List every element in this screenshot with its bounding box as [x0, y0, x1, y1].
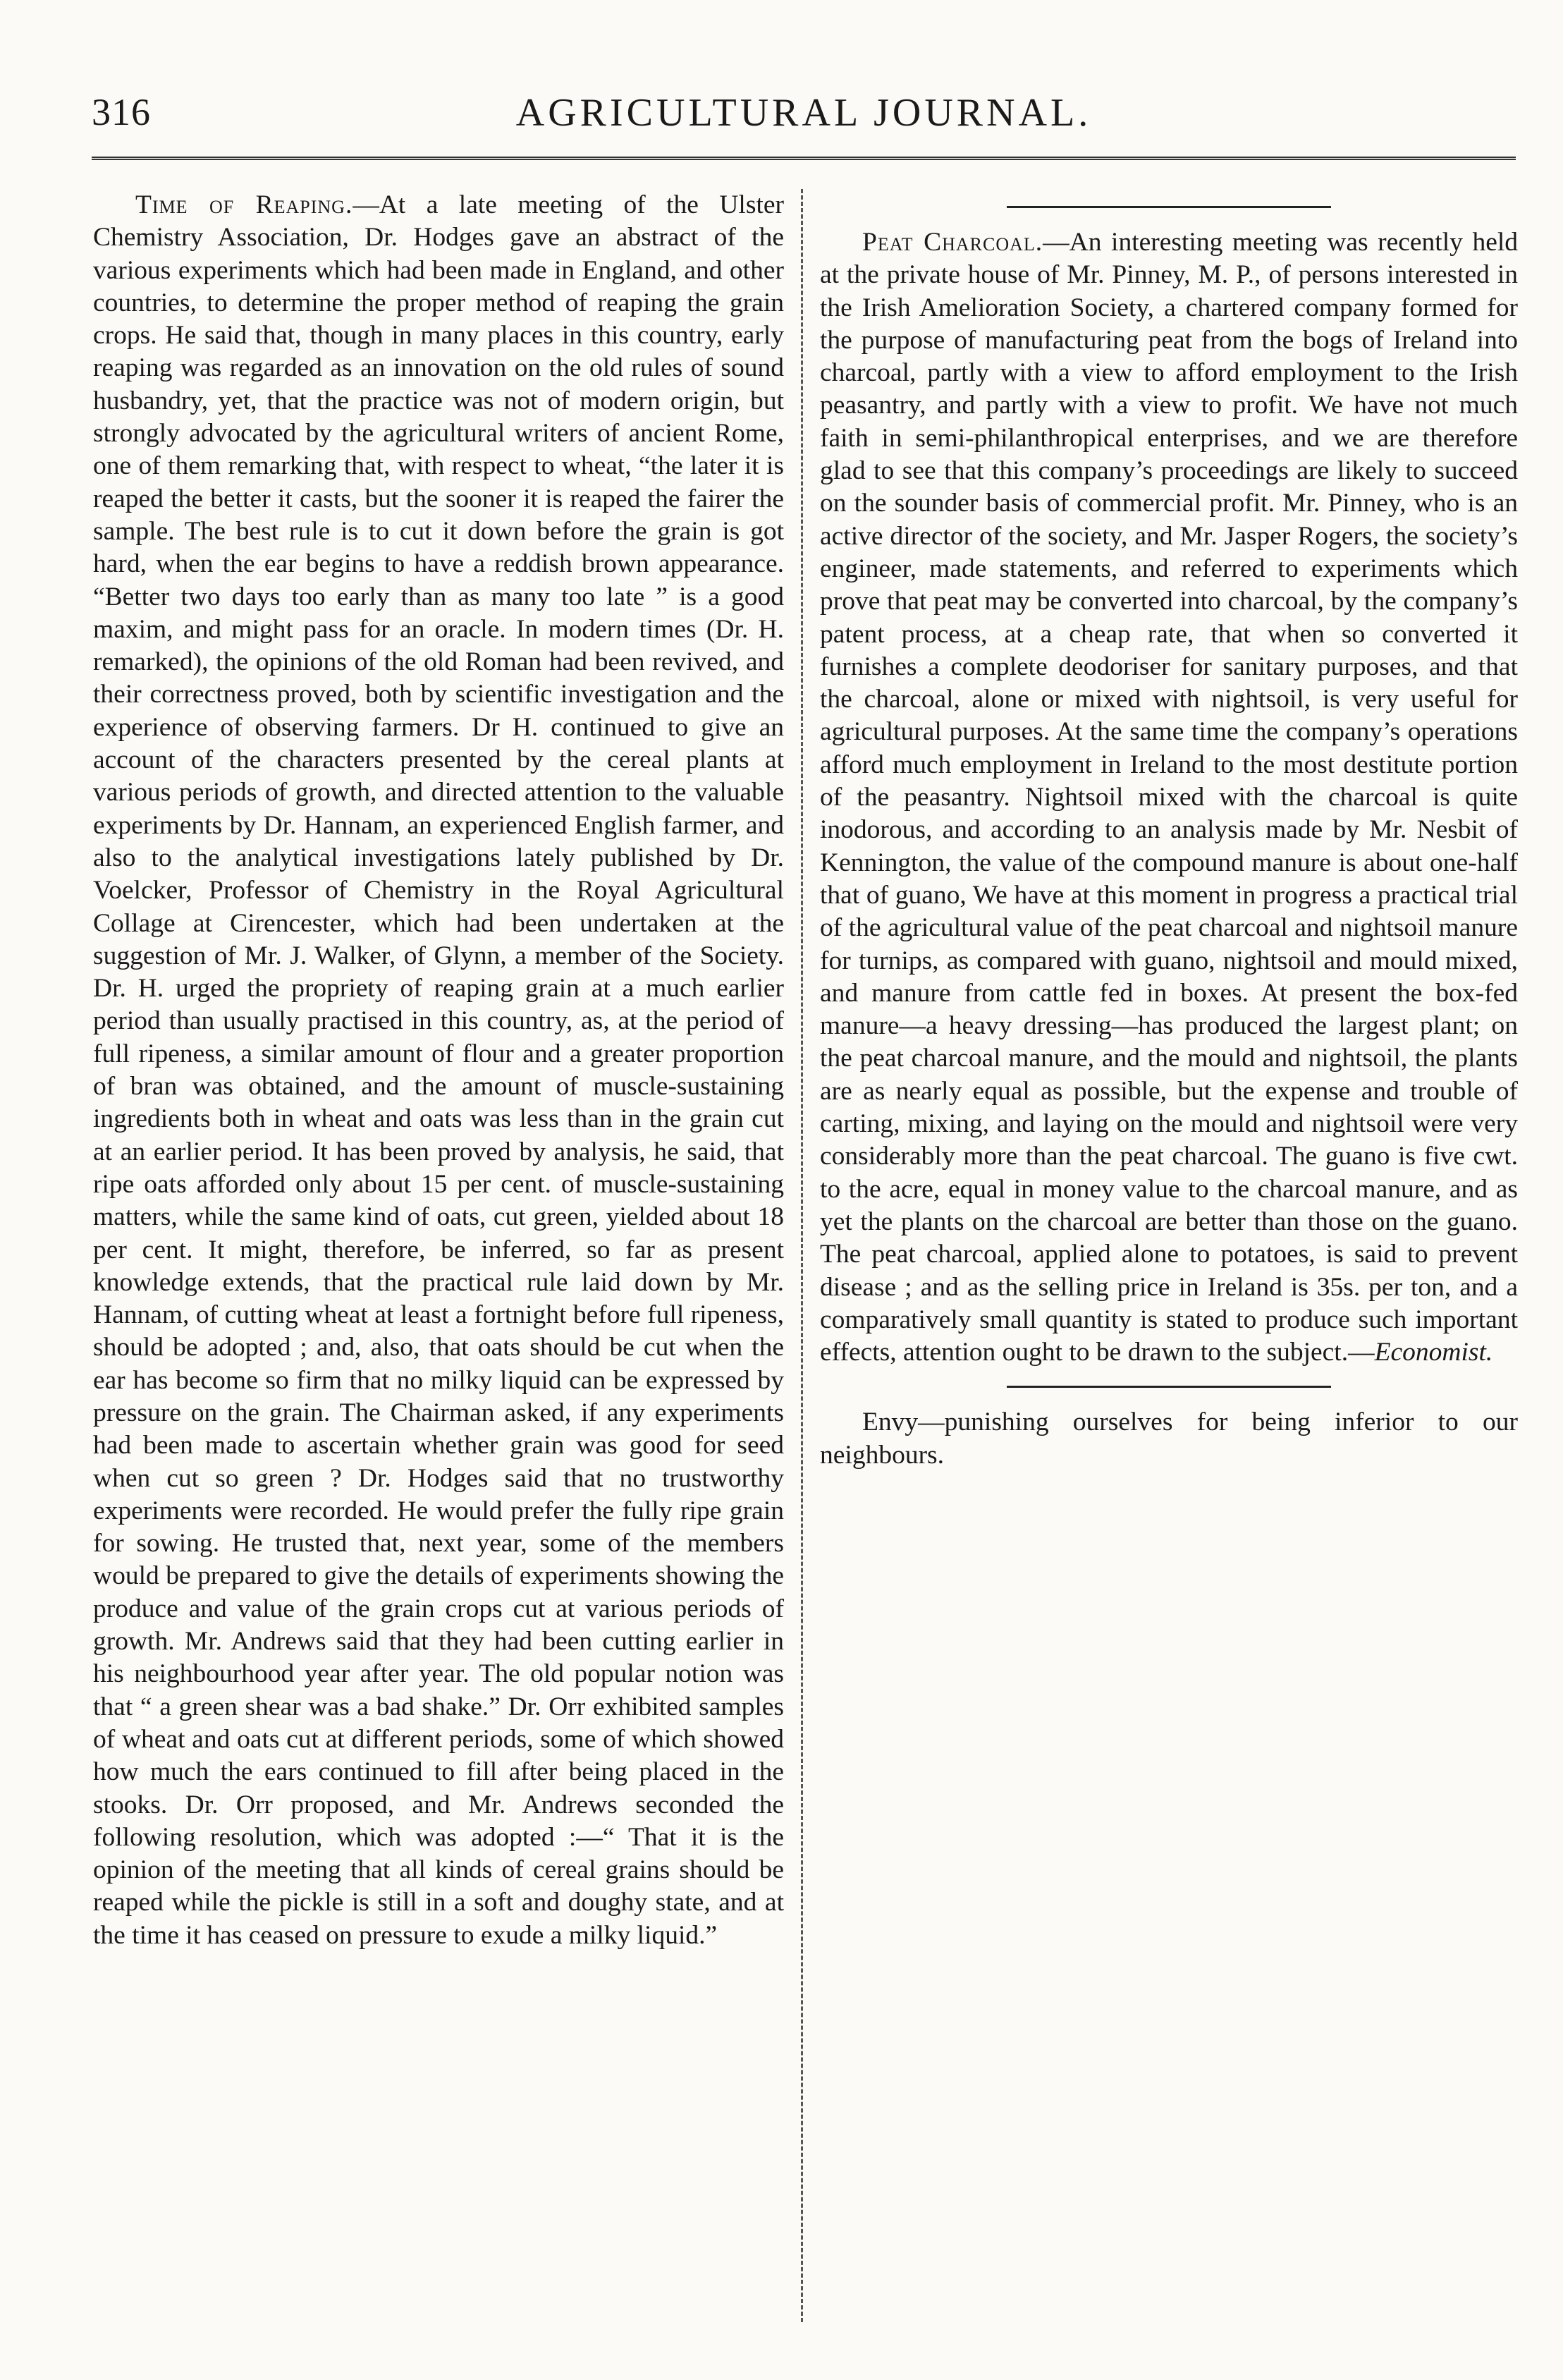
article-heading: Peat Charcoal.: [862, 228, 1043, 257]
header-rule: [92, 157, 1516, 160]
article-source: Economist.: [1374, 1338, 1493, 1367]
section-rule: [1007, 206, 1331, 208]
page-header: [92, 90, 1516, 154]
article-body: —At a late meeting of the Ulster Chemistry Association, Dr. Hodges gave an abstract of the various experiments which had been made in England, and other countries, to determine the proper method of reaping the grain crops. He said that, though in many places in this country, early reaping was regarded as an innovation on the old rules of sound husbandry, yet, that the practice was not of modern origin, but strongly advocated by the agricultural writers of ancient Rome, one of them remarking that, with respect to wheat, “the later it is reaped the better it casts, but the sooner it is reaped the fairer the sample. The best rule is to cut it down before the grain is got hard, when the ear begins to have a reddish brown appearance. “Better two days too early than as many too late ” is a good maxim, and might pass for an oracle. In modern times (Dr. H. remarked), the opinions of the old Roman had been revived, and their correctness proved, both by scientific investigation and the experience of observing farmers. Dr H. continued to give an account of the characters presented by the cereal plants at various periods of growth, and directed attention to the valuable experiments by Dr. Hannam, an experienced English farmer, and also to the analytical investigations lately published by Dr. Voelcker, Professor of Chemistry in the Royal Agricultural Collage at Cirencester, which had been undertaken at the suggestion of Mr. J. Walker, of Glynn, a member of the Society. Dr. H. urged the propriety of reaping grain at a much earlier period than usually practised in this country, as, at the period of full ripeness, a similar amount of flour and a greater proportion of bran was obtained, and the amount of muscle-sustaining ingredients both in wheat and oats was less than in the grain cut at an earlier period. It has been proved by analysis, he said, that ripe oats afforded only about 15 per cent. of muscle-sustaining matters, while the same kind of oats, cut green, yielded about 18 per cent. It might, therefore, be inferred, so far as present knowledge extends, that the practical rule laid down by Mr. Hannam, of cutting wheat at least a fortnight before full ripeness, should be adopted ; and, also, that oats should be cut when the ear has become so firm that no milky liquid can be expressed by pressure on the grain. The Chairman asked, if any experiments had been made to ascertain whether grain was good for seed when cut so green ? Dr. Hodges said that no trustworthy experiments were recorded. He would prefer the fully ripe grain for sowing. He trusted that, next year, some of the members would be prepared to give the details of experiments showing the produce and value of the grain crops cut at various periods of growth. Mr. Andrews said that they had been cutting earlier in his neighbourhood year after year. The old popular notion was that “ a green shear was a bad shake.” Dr. Orr exhibited samples of wheat and oats cut at different periods, some of which showed how much the ears continued to fill after being placed in the stooks. Dr. Orr proposed, and Mr. Andrews seconded the following resolution, which was adopted :—“ That it is the opinion of the meeting that all kinds of cereal grains should be reaped while the pickle is still in a soft and doughy state, and at the time it has ceased on pressure to exude a milky liquid.”: [93, 190, 784, 1950]
right-column: [820, 189, 1518, 1472]
journal-title: AGRICULTURAL JOURNAL.: [515, 91, 1092, 135]
article-time-of-reaping: [93, 189, 784, 1952]
article-peat-charcoal: [820, 226, 1518, 1369]
article-body: —An interesting meeting was recently held at the private house of Mr. Pinney, M. P., of persons interested in the Irish Amelioration Society, a chartered company formed for the purpose of manufacturing peat from the bogs of Ireland into charcoal, partly with a view to afford employment to the Irish peasantry, and partly with a view to profit. We have not much faith in semi-philanthropical enterprises, and we are therefore glad to see that this company’s proceedings are likely to succeed on the sounder basis of commercial profit. Mr. Pinney, who is an active director of the society, and Mr. Jasper Rogers, the society’s engineer, made statements, and referred to experiments which prove that peat may be converted into charcoal, by the company’s patent process, at a cheap rate, that when so converted it furnishes a complete deodoriser for sanitary purposes, and that the charcoal, alone or mixed with nightsoil, is very useful for agricultural purposes. At the same time the company’s operations afford much employment in Ireland to the most destitute portion of the peasantry. Nightsoil mixed with the charcoal is quite inodorous, and according to an analysis made by Mr. Nesbit of Kennington, the value of the compound manure is about one-half that of guano, We have at this moment in progress a practical trial of the agricultural value of the peat charcoal and nightsoil manure for turnips, as compared with guano, nightsoil and mould mixed, and manure from cattle fed in boxes. At present the box-fed manure—a heavy dressing—has produced the largest plant; on the peat charcoal manure, and the mould and nightsoil, the plants are as nearly equal as possible, but the expense and trouble of carting, mixing, and laying on the mould and nightsoil were very considerably more than the peat charcoal. The guano is five cwt. to the acre, equal in money value to the charcoal manure, and as yet the plants on the charcoal are better than those on the guano. The peat charcoal, applied alone to potatoes, is said to prevent disease ; and as the selling price in Ireland is 35s. per ton, and a comparatively small quantity is stated to produce such important effects, attention ought to be drawn to the subject.—: [820, 228, 1519, 1367]
article-envy: Envy—punishing ourselves for being inferior to our neighbours.: [820, 1408, 1518, 1470]
article-heading: Time of Reaping.: [135, 190, 353, 219]
column-divider: [801, 189, 803, 2322]
section-rule: [1007, 1386, 1331, 1388]
page-number: 316: [92, 91, 151, 133]
left-column: [93, 189, 784, 1952]
